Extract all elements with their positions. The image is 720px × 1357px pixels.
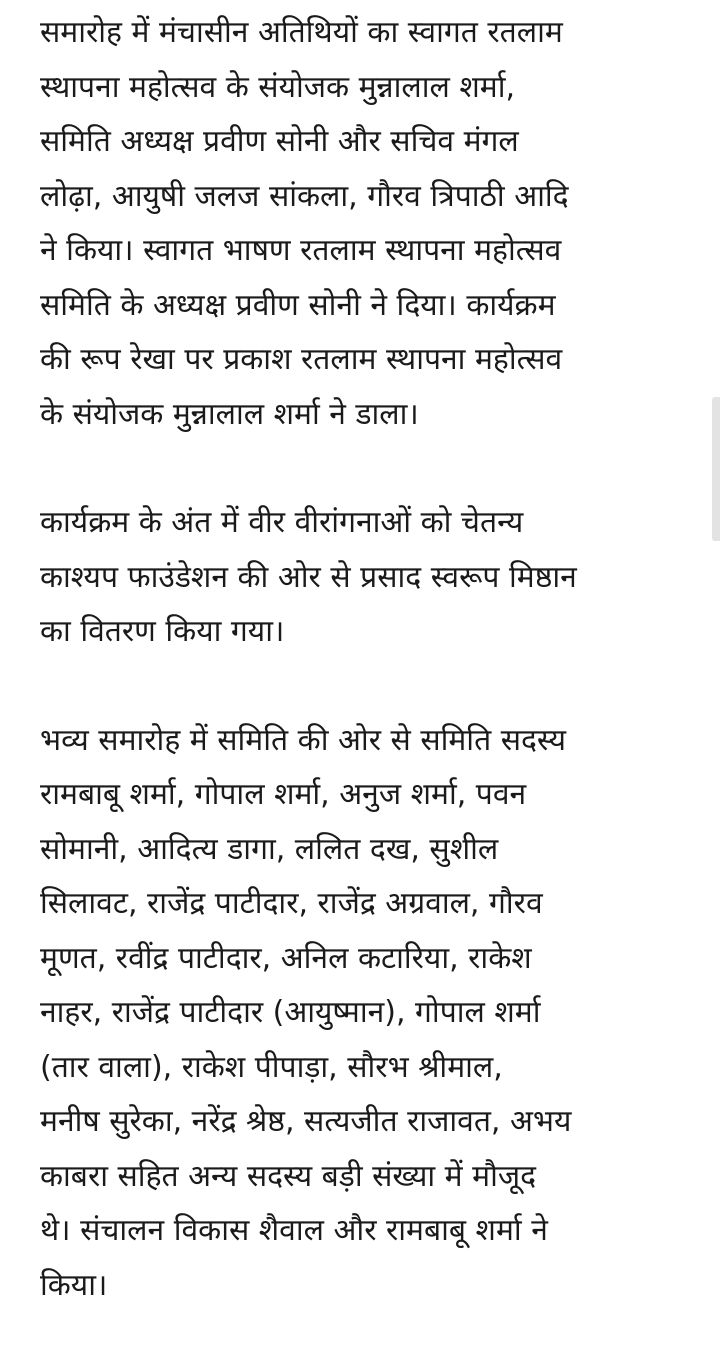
text-line: कार्यक्रम के अंत में वीर वीरांगनाओं को चेतन्य [40,505,524,540]
text-line: समिति के अध्यक्ष प्रवीण सोनी ने दिया। कार्यक्रम [40,287,556,323]
text-line: सोमानी, आदित्य डागा, ललित दख, सुशील [40,831,499,867]
text-line: लोढ़ा, आयुषी जलज सांकला, गौरव त्रिपाठी आदि [40,178,569,214]
article-body [40,6,700,1313]
text-line: स्थापना महोत्सव के संयोजक मुन्नालाल शर्मा, [40,69,516,105]
text-line: समिति अध्यक्ष प्रवीण सोनी और सचिव मंगल [40,124,519,159]
text-line: थे। संचालन विकास शैवाल और रामबाबू शर्मा ने [40,1213,548,1248]
text-line: भव्य समारोह में समिति की ओर से समिति सदस्य [40,722,566,758]
paragraph-distribution [40,496,700,660]
text-line: समारोह में मंचासीन अतिथियों का स्वागत रतलाम [40,15,563,50]
text-line: सिलावट, राजेंद्र पाटीदार, राजेंद्र अग्रवाल, गौरव [40,886,543,921]
text-line: काश्यप फाउंडेशन की ओर से प्रसाद स्वरूप मिष्ठान [40,559,577,595]
paragraph-welcome [40,6,700,442]
text-line: के संयोजक मुन्नालाल शर्मा ने डाला। [40,396,419,432]
text-line: काबरा सहित अन्य सदस्य बड़ी संख्या में मौजूद [40,1158,537,1194]
text-line: नाहर, राजेंद्र पाटीदार (आयुष्मान), गोपाल शर्मा [40,995,541,1030]
paragraph-members [40,714,700,1314]
text-line: किया। [40,1267,108,1303]
text-line: ने किया। स्वागत भाषण रतलाम स्थापना महोत्सव [40,233,562,268]
text-line: मूणत, रवींद्र पाटीदार, अनिल कटारिया, राकेश [40,940,532,976]
text-line: मनीष सुरेका, नरेंद्र श्रेष्ठ, सत्यजीत राजावत, अभय [40,1104,572,1139]
text-line: रामबाबू शर्मा, गोपाल शर्मा, अनुज शर्मा, पवन [40,777,527,812]
text-line: का वितरण किया गया। [40,614,285,649]
text-line: की रूप रेखा पर प्रकाश रतलाम स्थापना महोत्सव [40,342,563,377]
scrollbar-thumb[interactable] [712,397,720,541]
text-line: (तार वाला), राकेश पीपाड़ा, सौरभ श्रीमाल, [40,1049,503,1085]
